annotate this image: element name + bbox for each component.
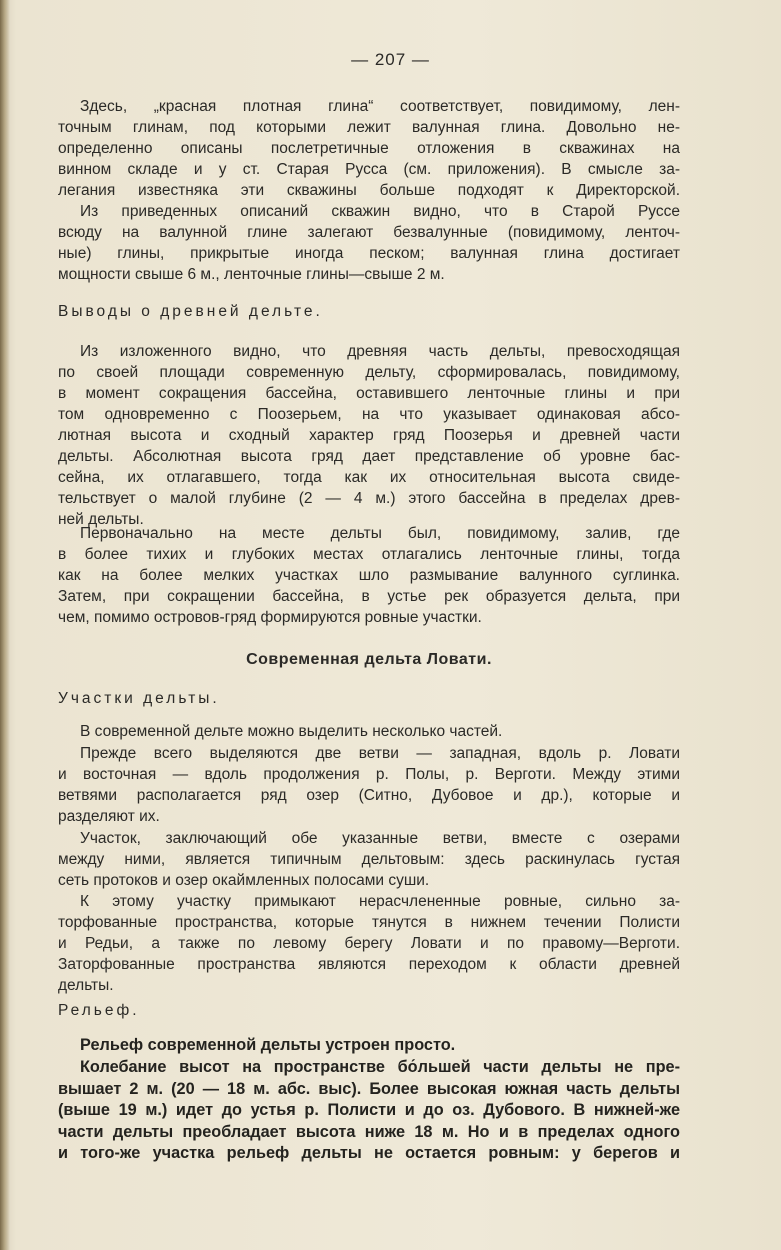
old-delta-paragraph-2 xyxy=(58,523,680,628)
section-heading-relief xyxy=(58,1000,680,1021)
text-line: лютная высота и сходный характер гряд Поозерья и древней части xyxy=(58,427,680,444)
section-heading-parts xyxy=(58,688,680,709)
text-line: Из приведенных описаний скважин видно, что в Старой Руссе xyxy=(80,203,680,220)
text-line: Здесь, „красная плотная глина“ соответствует, повидимому, лен- xyxy=(80,98,680,115)
text-line: К этому участку примыкают нерасчлененные ровные, сильно за- xyxy=(80,893,680,910)
text-line: как на более мелких участках шло размывание валунного суглинка. xyxy=(58,567,680,584)
text-line: Заторфованные пространства являются переходом к области древней xyxy=(58,956,680,973)
chapter-title-block xyxy=(58,649,680,670)
text-line: ветвями располагается ряд озер (Ситно, Дубовое и др.), которые и xyxy=(58,787,680,804)
text-line: Участок, заключающий обе указанные ветви, вместе с озерами xyxy=(80,830,680,847)
text-line: Рельеф современной дельты устроен просто. xyxy=(80,1036,456,1054)
parts-paragraph-4 xyxy=(58,891,680,996)
text-line: ные) глины, прикрытые иногда песком; валунная глина достигает xyxy=(58,245,680,262)
text-line: дельты. Абсолютная высота гряд дает представление об уровне бас- xyxy=(58,448,680,465)
text-line: по своей площади современную дельту, сформировалась, повидимому, xyxy=(58,364,680,381)
text-line: тельствует о малой глубине (2 — 4 м.) этого бассейна в пределах древ- xyxy=(58,490,680,507)
section-heading: Участки дельты. xyxy=(58,690,220,707)
text-line: мощности свыше 6 м., ленточные глины—свыше 2 м. xyxy=(58,266,445,283)
page-number: — 207 — xyxy=(351,50,430,69)
text-line: том одновременно с Поозерьем, на что указывает одинаковая абсо- xyxy=(58,406,680,423)
text-line: Колебание высот на пространстве бо́льшей части дельты не пре- xyxy=(80,1058,680,1076)
text-line: ней дельты. xyxy=(58,511,144,528)
text-line: торфованные пространства, которые тянутся в нижнем течении Полисти xyxy=(58,914,680,931)
text-line: сейна, их отлагавшего, тогда как их относительная высота свиде- xyxy=(58,469,680,486)
text-line: Первоначально на месте дельты был, повидимому, залив, где xyxy=(80,525,680,542)
intro-paragraph-1 xyxy=(58,96,680,201)
section-heading-old-delta xyxy=(58,301,680,322)
text-line: В современной дельте можно выделить несколько частей. xyxy=(80,723,503,740)
text-line: и Редьи, а также по левому берегу Ловати и по правому—Верготи. xyxy=(58,935,680,952)
text-line: разделяют их. xyxy=(58,808,160,825)
text-line: вышает 2 м. (20 — 18 м. абс. выс). Более высокая южная часть дельты xyxy=(58,1079,680,1098)
text-line: всюду на валунной глине залегают безвалунные (повидимому, ленточ- xyxy=(58,224,680,241)
text-line: легания известняка эти скважины больше подходят к Директорской. xyxy=(58,182,680,199)
text-line: между ними, является типичным дельтовым: здесь раскинулась густая xyxy=(58,851,680,868)
section-heading: Рельеф. xyxy=(58,1002,140,1019)
parts-paragraph-1 xyxy=(58,721,680,742)
parts-paragraph-3 xyxy=(58,828,680,891)
chapter-title: Современная дельта Ловати. xyxy=(246,651,492,668)
text-line: определенно описаны послетретичные отложения в скважинах на xyxy=(58,140,680,157)
text-line: в более тихих и глубоких местах отлагались ленточные глины, тогда xyxy=(58,546,680,563)
section-heading: Выводы о древней дельте. xyxy=(58,303,323,320)
text-line: и того-же участка рельеф дельты не остается ровным: у берегов и xyxy=(58,1144,680,1163)
text-line: сеть протоков и озер окаймленных полосами суши. xyxy=(58,872,430,889)
text-line: в момент сокращения бассейна, оставившего ленточные глины и при xyxy=(58,385,680,402)
intro-paragraph-2 xyxy=(58,201,680,285)
text-line: точным глинам, под которыми лежит валунная глина. Довольно не- xyxy=(58,119,680,136)
relief-paragraph-2 xyxy=(58,1057,680,1165)
text-line: (выше 19 м.) идет до устья р. Полисти и до оз. Дубового. В нижней-же xyxy=(58,1101,680,1120)
text-line: и восточная — вдоль продолжения р. Полы, р. Верготи. Между этими xyxy=(58,766,680,783)
text-line: чем, помимо островов-гряд формируются ровные участки. xyxy=(58,609,482,626)
text-line: Затем, при сокращении бассейна, в устье рек образуется дельта, при xyxy=(58,588,680,605)
text-line: части дельты преобладает высота ниже 18 м. Но и в пределах одного xyxy=(58,1122,680,1141)
text-line: винном складе и у ст. Старая Русса (см. приложения). В смысле за- xyxy=(58,161,680,178)
text-line: Прежде всего выделяются две ветви — западная, вдоль р. Ловати xyxy=(80,745,680,762)
text-line: Из изложенного видно, что древняя часть дельты, превосходящая xyxy=(80,343,680,360)
old-delta-paragraph-1 xyxy=(58,341,680,530)
text-line: дельты. xyxy=(58,977,114,994)
parts-paragraph-2 xyxy=(58,743,680,827)
page-spine-shadow xyxy=(0,0,10,1250)
relief-paragraph-1 xyxy=(58,1035,680,1057)
